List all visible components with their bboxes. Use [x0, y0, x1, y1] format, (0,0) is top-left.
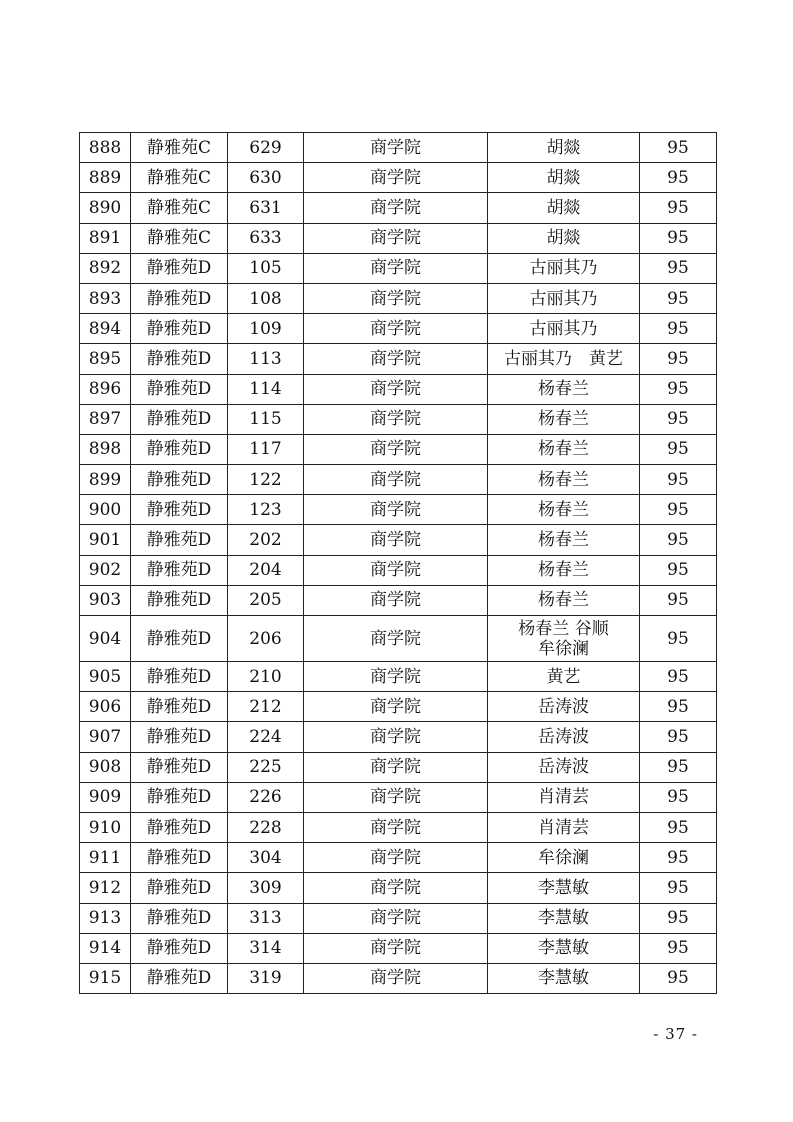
table-row: [80, 283, 717, 313]
building-cell: 静雅苑D: [131, 903, 228, 933]
score-cell: 95: [640, 752, 717, 782]
college-cell: 商学院: [304, 465, 488, 495]
college-cell: 商学院: [304, 525, 488, 555]
score-cell: 95: [640, 812, 717, 842]
building-cell: 静雅苑D: [131, 722, 228, 752]
inspector-names-cell: [488, 223, 640, 253]
table-row: [80, 133, 717, 163]
inspector-name: 肖清芸: [538, 787, 589, 808]
dormitory-inspection-table: [79, 132, 717, 994]
inspector-name: 古丽其乃: [529, 288, 598, 309]
room-number-cell: 122: [228, 465, 304, 495]
college-cell: 商学院: [304, 812, 488, 842]
table-row: [80, 752, 717, 782]
inspector-names-cell: [488, 193, 640, 223]
row-number-cell: 913: [80, 903, 131, 933]
score-cell: 95: [640, 662, 717, 692]
building-cell: 静雅苑C: [131, 223, 228, 253]
inspector-names-cell: [488, 253, 640, 283]
room-number-cell: 117: [228, 434, 304, 464]
score-cell: 95: [640, 843, 717, 873]
score-cell: 95: [640, 193, 717, 223]
inspector-names-cell: [488, 344, 640, 374]
building-cell: 静雅苑D: [131, 525, 228, 555]
score-cell: 95: [640, 722, 717, 752]
score-cell: 95: [640, 374, 717, 404]
row-number-cell: 893: [80, 283, 131, 313]
inspector-names-cell: [488, 692, 640, 722]
row-number-cell: 899: [80, 465, 131, 495]
inspector-name: 李慧敏: [538, 938, 589, 959]
table-row: [80, 344, 717, 374]
inspector-name: 杨春兰: [538, 469, 589, 490]
building-cell: 静雅苑D: [131, 873, 228, 903]
college-cell: 商学院: [304, 782, 488, 812]
room-number-cell: 226: [228, 782, 304, 812]
inspector-name: 黄艺: [546, 666, 581, 687]
college-cell: 商学院: [304, 963, 488, 993]
room-number-cell: 113: [228, 344, 304, 374]
inspector-name: 杨春兰: [538, 530, 589, 551]
inspector-names-cell: [488, 374, 640, 404]
building-cell: 静雅苑D: [131, 374, 228, 404]
room-number-cell: 202: [228, 525, 304, 555]
college-cell: 商学院: [304, 933, 488, 963]
inspector-name: 牟徐澜: [538, 638, 589, 659]
room-number-cell: 224: [228, 722, 304, 752]
table-body: [80, 133, 717, 994]
college-cell: 商学院: [304, 133, 488, 163]
score-cell: 95: [640, 616, 717, 662]
table-row: [80, 933, 717, 963]
inspector-names-cell: [488, 283, 640, 313]
table-row: [80, 163, 717, 193]
table-row: [80, 193, 717, 223]
building-cell: 静雅苑D: [131, 963, 228, 993]
college-cell: 商学院: [304, 616, 488, 662]
score-cell: 95: [640, 963, 717, 993]
room-number-cell: 204: [228, 555, 304, 585]
inspector-name: 杨春兰: [538, 409, 589, 430]
table-row: [80, 555, 717, 585]
inspector-names-cell: [488, 752, 640, 782]
college-cell: 商学院: [304, 495, 488, 525]
score-cell: 95: [640, 133, 717, 163]
row-number-cell: 888: [80, 133, 131, 163]
building-cell: 静雅苑D: [131, 812, 228, 842]
row-number-cell: 896: [80, 374, 131, 404]
building-cell: 静雅苑D: [131, 752, 228, 782]
room-number-cell: 228: [228, 812, 304, 842]
building-cell: 静雅苑D: [131, 616, 228, 662]
inspector-name: 古丽其乃 黄艺: [504, 348, 623, 369]
inspector-name: 李慧敏: [538, 908, 589, 929]
row-number-cell: 909: [80, 782, 131, 812]
college-cell: 商学院: [304, 283, 488, 313]
room-number-cell: 304: [228, 843, 304, 873]
building-cell: 静雅苑D: [131, 555, 228, 585]
table-row: [80, 495, 717, 525]
college-cell: 商学院: [304, 903, 488, 933]
room-number-cell: 206: [228, 616, 304, 662]
row-number-cell: 911: [80, 843, 131, 873]
building-cell: 静雅苑D: [131, 253, 228, 283]
building-cell: 静雅苑C: [131, 193, 228, 223]
inspector-names-cell: [488, 495, 640, 525]
inspector-names-cell: [488, 555, 640, 585]
inspector-names-cell: [488, 163, 640, 193]
score-cell: 95: [640, 314, 717, 344]
building-cell: 静雅苑D: [131, 465, 228, 495]
inspector-name: 胡燚: [546, 197, 581, 218]
room-number-cell: 123: [228, 495, 304, 525]
inspector-name: 岳涛波: [538, 696, 589, 717]
college-cell: 商学院: [304, 404, 488, 434]
building-cell: 静雅苑D: [131, 283, 228, 313]
row-number-cell: 895: [80, 344, 131, 374]
inspector-names-cell: [488, 903, 640, 933]
score-cell: 95: [640, 223, 717, 253]
inspector-name: 岳涛波: [538, 726, 589, 747]
table-row: [80, 404, 717, 434]
inspector-name: 杨春兰 谷顺: [518, 618, 609, 639]
table-row: [80, 314, 717, 344]
inspector-names-cell: [488, 843, 640, 873]
table-row: [80, 963, 717, 993]
row-number-cell: 898: [80, 434, 131, 464]
inspector-name: 杨春兰: [538, 379, 589, 400]
inspector-names-cell: [488, 873, 640, 903]
inspector-names-cell: [488, 722, 640, 752]
inspector-name: 李慧敏: [538, 968, 589, 989]
college-cell: 商学院: [304, 843, 488, 873]
room-number-cell: 114: [228, 374, 304, 404]
room-number-cell: 205: [228, 585, 304, 615]
table-row: [80, 616, 717, 662]
inspector-names-cell: [488, 782, 640, 812]
row-number-cell: 892: [80, 253, 131, 283]
table-row: [80, 812, 717, 842]
row-number-cell: 912: [80, 873, 131, 903]
building-cell: 静雅苑D: [131, 314, 228, 344]
inspector-names-cell: [488, 133, 640, 163]
row-number-cell: 905: [80, 662, 131, 692]
row-number-cell: 907: [80, 722, 131, 752]
college-cell: 商学院: [304, 722, 488, 752]
inspector-names-cell: [488, 933, 640, 963]
inspector-name: 杨春兰: [538, 499, 589, 520]
building-cell: 静雅苑D: [131, 662, 228, 692]
row-number-cell: 902: [80, 555, 131, 585]
college-cell: 商学院: [304, 193, 488, 223]
row-number-cell: 891: [80, 223, 131, 253]
room-number-cell: 630: [228, 163, 304, 193]
room-number-cell: 108: [228, 283, 304, 313]
room-number-cell: 319: [228, 963, 304, 993]
room-number-cell: 109: [228, 314, 304, 344]
room-number-cell: 314: [228, 933, 304, 963]
inspector-names-cell: [488, 525, 640, 555]
score-cell: 95: [640, 253, 717, 283]
row-number-cell: 900: [80, 495, 131, 525]
score-cell: 95: [640, 692, 717, 722]
score-cell: 95: [640, 404, 717, 434]
table-row: [80, 434, 717, 464]
table-row: [80, 873, 717, 903]
inspector-names-cell: [488, 963, 640, 993]
table-row: [80, 223, 717, 253]
building-cell: 静雅苑D: [131, 344, 228, 374]
building-cell: 静雅苑D: [131, 404, 228, 434]
score-cell: 95: [640, 163, 717, 193]
building-cell: 静雅苑D: [131, 434, 228, 464]
inspector-names-cell: [488, 434, 640, 464]
table-row: [80, 374, 717, 404]
building-cell: 静雅苑D: [131, 495, 228, 525]
inspector-name: 肖清芸: [538, 817, 589, 838]
inspector-name: 古丽其乃: [529, 258, 598, 279]
college-cell: 商学院: [304, 752, 488, 782]
inspector-name: 岳涛波: [538, 757, 589, 778]
college-cell: 商学院: [304, 223, 488, 253]
building-cell: 静雅苑C: [131, 163, 228, 193]
score-cell: 95: [640, 782, 717, 812]
score-cell: 95: [640, 344, 717, 374]
inspector-name: 牟徐澜: [538, 847, 589, 868]
room-number-cell: 225: [228, 752, 304, 782]
college-cell: 商学院: [304, 555, 488, 585]
score-cell: 95: [640, 933, 717, 963]
college-cell: 商学院: [304, 344, 488, 374]
college-cell: 商学院: [304, 873, 488, 903]
row-number-cell: 914: [80, 933, 131, 963]
score-cell: 95: [640, 434, 717, 464]
page-number: - 37 -: [653, 1025, 698, 1043]
room-number-cell: 212: [228, 692, 304, 722]
inspector-names-cell: [488, 404, 640, 434]
row-number-cell: 908: [80, 752, 131, 782]
building-cell: 静雅苑C: [131, 133, 228, 163]
college-cell: 商学院: [304, 314, 488, 344]
building-cell: 静雅苑D: [131, 782, 228, 812]
building-cell: 静雅苑D: [131, 692, 228, 722]
inspector-name: 古丽其乃: [529, 318, 598, 339]
inspector-names-cell: [488, 314, 640, 344]
score-cell: 95: [640, 525, 717, 555]
room-number-cell: 115: [228, 404, 304, 434]
score-cell: 95: [640, 283, 717, 313]
room-number-cell: 313: [228, 903, 304, 933]
table-row: [80, 465, 717, 495]
score-cell: 95: [640, 903, 717, 933]
room-number-cell: 633: [228, 223, 304, 253]
room-number-cell: 631: [228, 193, 304, 223]
inspector-name: 胡燚: [546, 137, 581, 158]
table-row: [80, 843, 717, 873]
inspector-name: 杨春兰: [538, 439, 589, 460]
inspector-name: 李慧敏: [538, 877, 589, 898]
inspector-name: 胡燚: [546, 228, 581, 249]
score-cell: 95: [640, 555, 717, 585]
room-number-cell: 309: [228, 873, 304, 903]
college-cell: 商学院: [304, 662, 488, 692]
score-cell: 95: [640, 465, 717, 495]
table-row: [80, 525, 717, 555]
row-number-cell: 889: [80, 163, 131, 193]
building-cell: 静雅苑D: [131, 585, 228, 615]
row-number-cell: 901: [80, 525, 131, 555]
room-number-cell: 210: [228, 662, 304, 692]
table-row: [80, 722, 717, 752]
building-cell: 静雅苑D: [131, 933, 228, 963]
score-cell: 95: [640, 873, 717, 903]
table-row: [80, 692, 717, 722]
room-number-cell: 105: [228, 253, 304, 283]
row-number-cell: 915: [80, 963, 131, 993]
inspector-name: 胡燚: [546, 167, 581, 188]
inspector-names-cell: [488, 616, 640, 662]
row-number-cell: 894: [80, 314, 131, 344]
table-row: [80, 903, 717, 933]
college-cell: 商学院: [304, 692, 488, 722]
inspector-names-cell: [488, 662, 640, 692]
building-cell: 静雅苑D: [131, 843, 228, 873]
college-cell: 商学院: [304, 434, 488, 464]
row-number-cell: 910: [80, 812, 131, 842]
table-row: [80, 253, 717, 283]
row-number-cell: 903: [80, 585, 131, 615]
table-row: [80, 662, 717, 692]
inspector-name: 杨春兰: [538, 560, 589, 581]
table-row: [80, 585, 717, 615]
college-cell: 商学院: [304, 253, 488, 283]
score-cell: 95: [640, 495, 717, 525]
row-number-cell: 897: [80, 404, 131, 434]
inspector-names-cell: [488, 465, 640, 495]
inspector-name: 杨春兰: [538, 590, 589, 611]
college-cell: 商学院: [304, 163, 488, 193]
college-cell: 商学院: [304, 585, 488, 615]
inspector-names-cell: [488, 812, 640, 842]
dormitory-inspection-table-container: [79, 132, 716, 994]
college-cell: 商学院: [304, 374, 488, 404]
inspector-names-cell: [488, 585, 640, 615]
score-cell: 95: [640, 585, 717, 615]
table-row: [80, 782, 717, 812]
row-number-cell: 890: [80, 193, 131, 223]
room-number-cell: 629: [228, 133, 304, 163]
row-number-cell: 906: [80, 692, 131, 722]
row-number-cell: 904: [80, 616, 131, 662]
